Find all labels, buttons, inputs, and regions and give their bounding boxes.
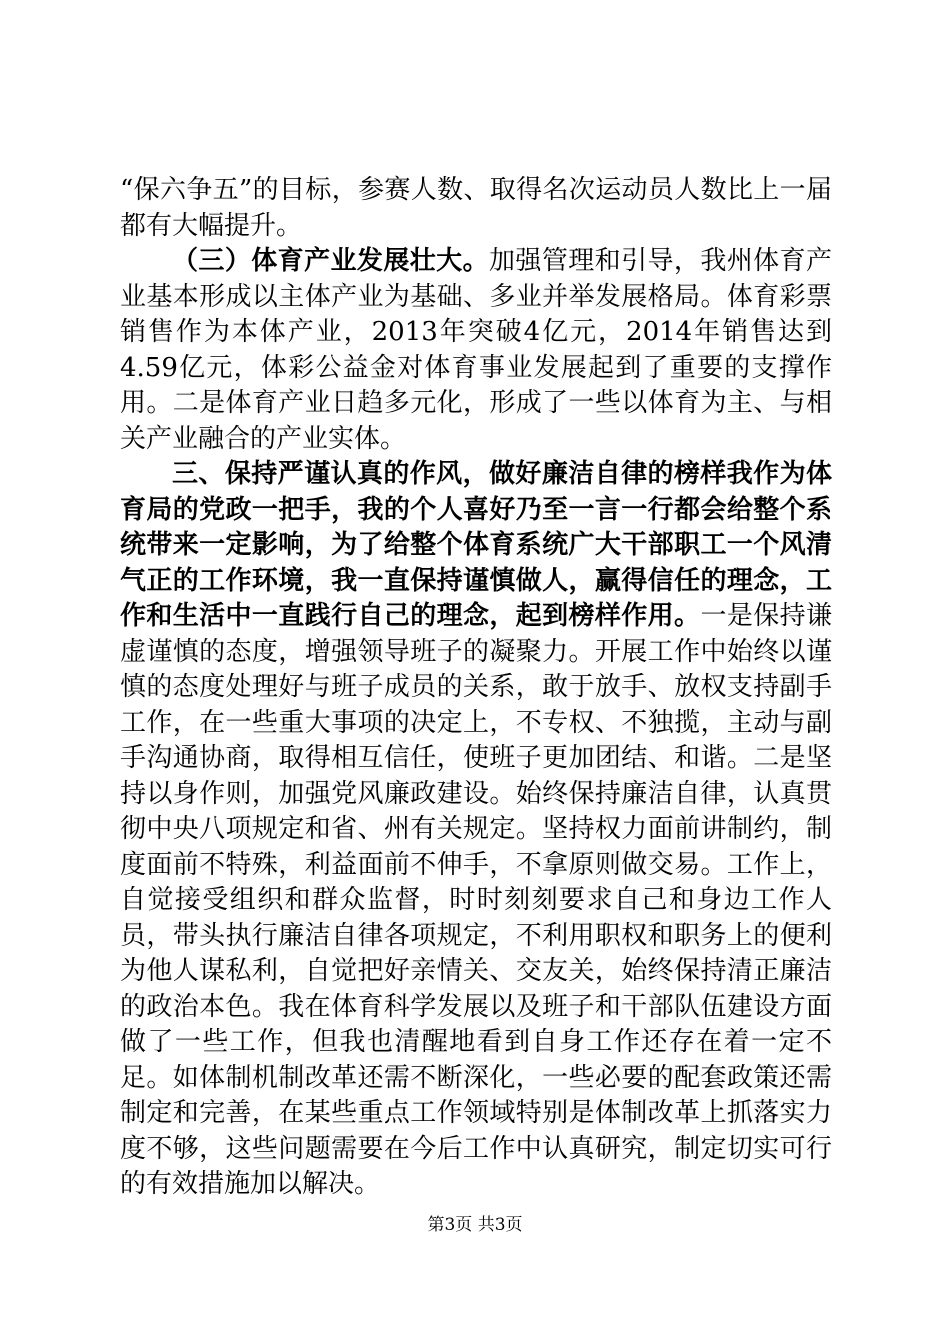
paragraph-3 xyxy=(120,457,832,1203)
paragraph-2-heading: （三）体育产业发展壮大。 xyxy=(172,246,489,276)
page-footer xyxy=(0,1214,950,1236)
paragraph-3-heading: 三、保持严谨认真的作风，做好廉洁自律的榜样我作为体育局的党政一把手，我的个人喜好乃至一言一行都会给整个系统带来一定影响，为了给整个体育系统广大干部职工一个风清气正的工作环境，我一直保持谨慎做人，赢得信任的理念，工作和生活中一直践行自己的理念，起到榜样作用。 xyxy=(120,459,832,631)
document-body xyxy=(120,173,832,1203)
paragraph-1-text: “保六争五”的目标，参赛人数、取得名次运动员人数比上一届都有大幅提升。 xyxy=(120,175,832,241)
paragraph-2-text: 加强管理和引导，我州体育产业基本形成以主体产业为基础、多业并举发展格局。体育彩票销售作为本体产业，2013年突破4亿元，2014年销售达到4.59亿元，体彩公益金对体育事业发展起到了重要的支撑作用。二是体育产业日趋多元化，形成了一些以体育为主、与相关产业融合的产业实体。 xyxy=(120,246,832,454)
paragraph-3-text: 一是保持谦虚谨慎的态度，增强领导班子的凝聚力。开展工作中始终以谨慎的态度处理好与班子成员的关系，敢于放手、放权支持副手工作，在一些重大事项的决定上，不专权、不独揽，主动与副手沟通协商，取得相互信任，使班子更加团结、和谐。二是坚持以身作则，加强党风廉政建设。始终保持廉洁自律，认真贯彻中央八项规定和省、州有关规定。坚持权力面前讲制约，制度面前不特殊，利益面前不伸手，不拿原则做交易。工作上，自觉接受组织和群众监督，时时刻刻要求自己和身边工作人员，带头执行廉洁自律各项规定，不利用职权和职务上的便利为他人谋私利，自觉把好亲情关、交友关，始终保持清正廉洁的政治本色。我在体育科学发展以及班子和干部队伍建设方面做了一些工作，但我也清醒地看到自身工作还存在着一定不足。如体制机制改革还需不断深化，一些必要的配套政策还需制定和完善，在某些重点工作领域特别是体制改革上抓落实力度不够，这些问题需要在今后工作中认真研究，制定切实可行的有效措施加以解决。 xyxy=(120,601,832,1199)
paragraph-2 xyxy=(120,244,832,457)
page-number: 第3页 共3页 xyxy=(427,1215,523,1235)
paragraph-1 xyxy=(120,173,832,244)
